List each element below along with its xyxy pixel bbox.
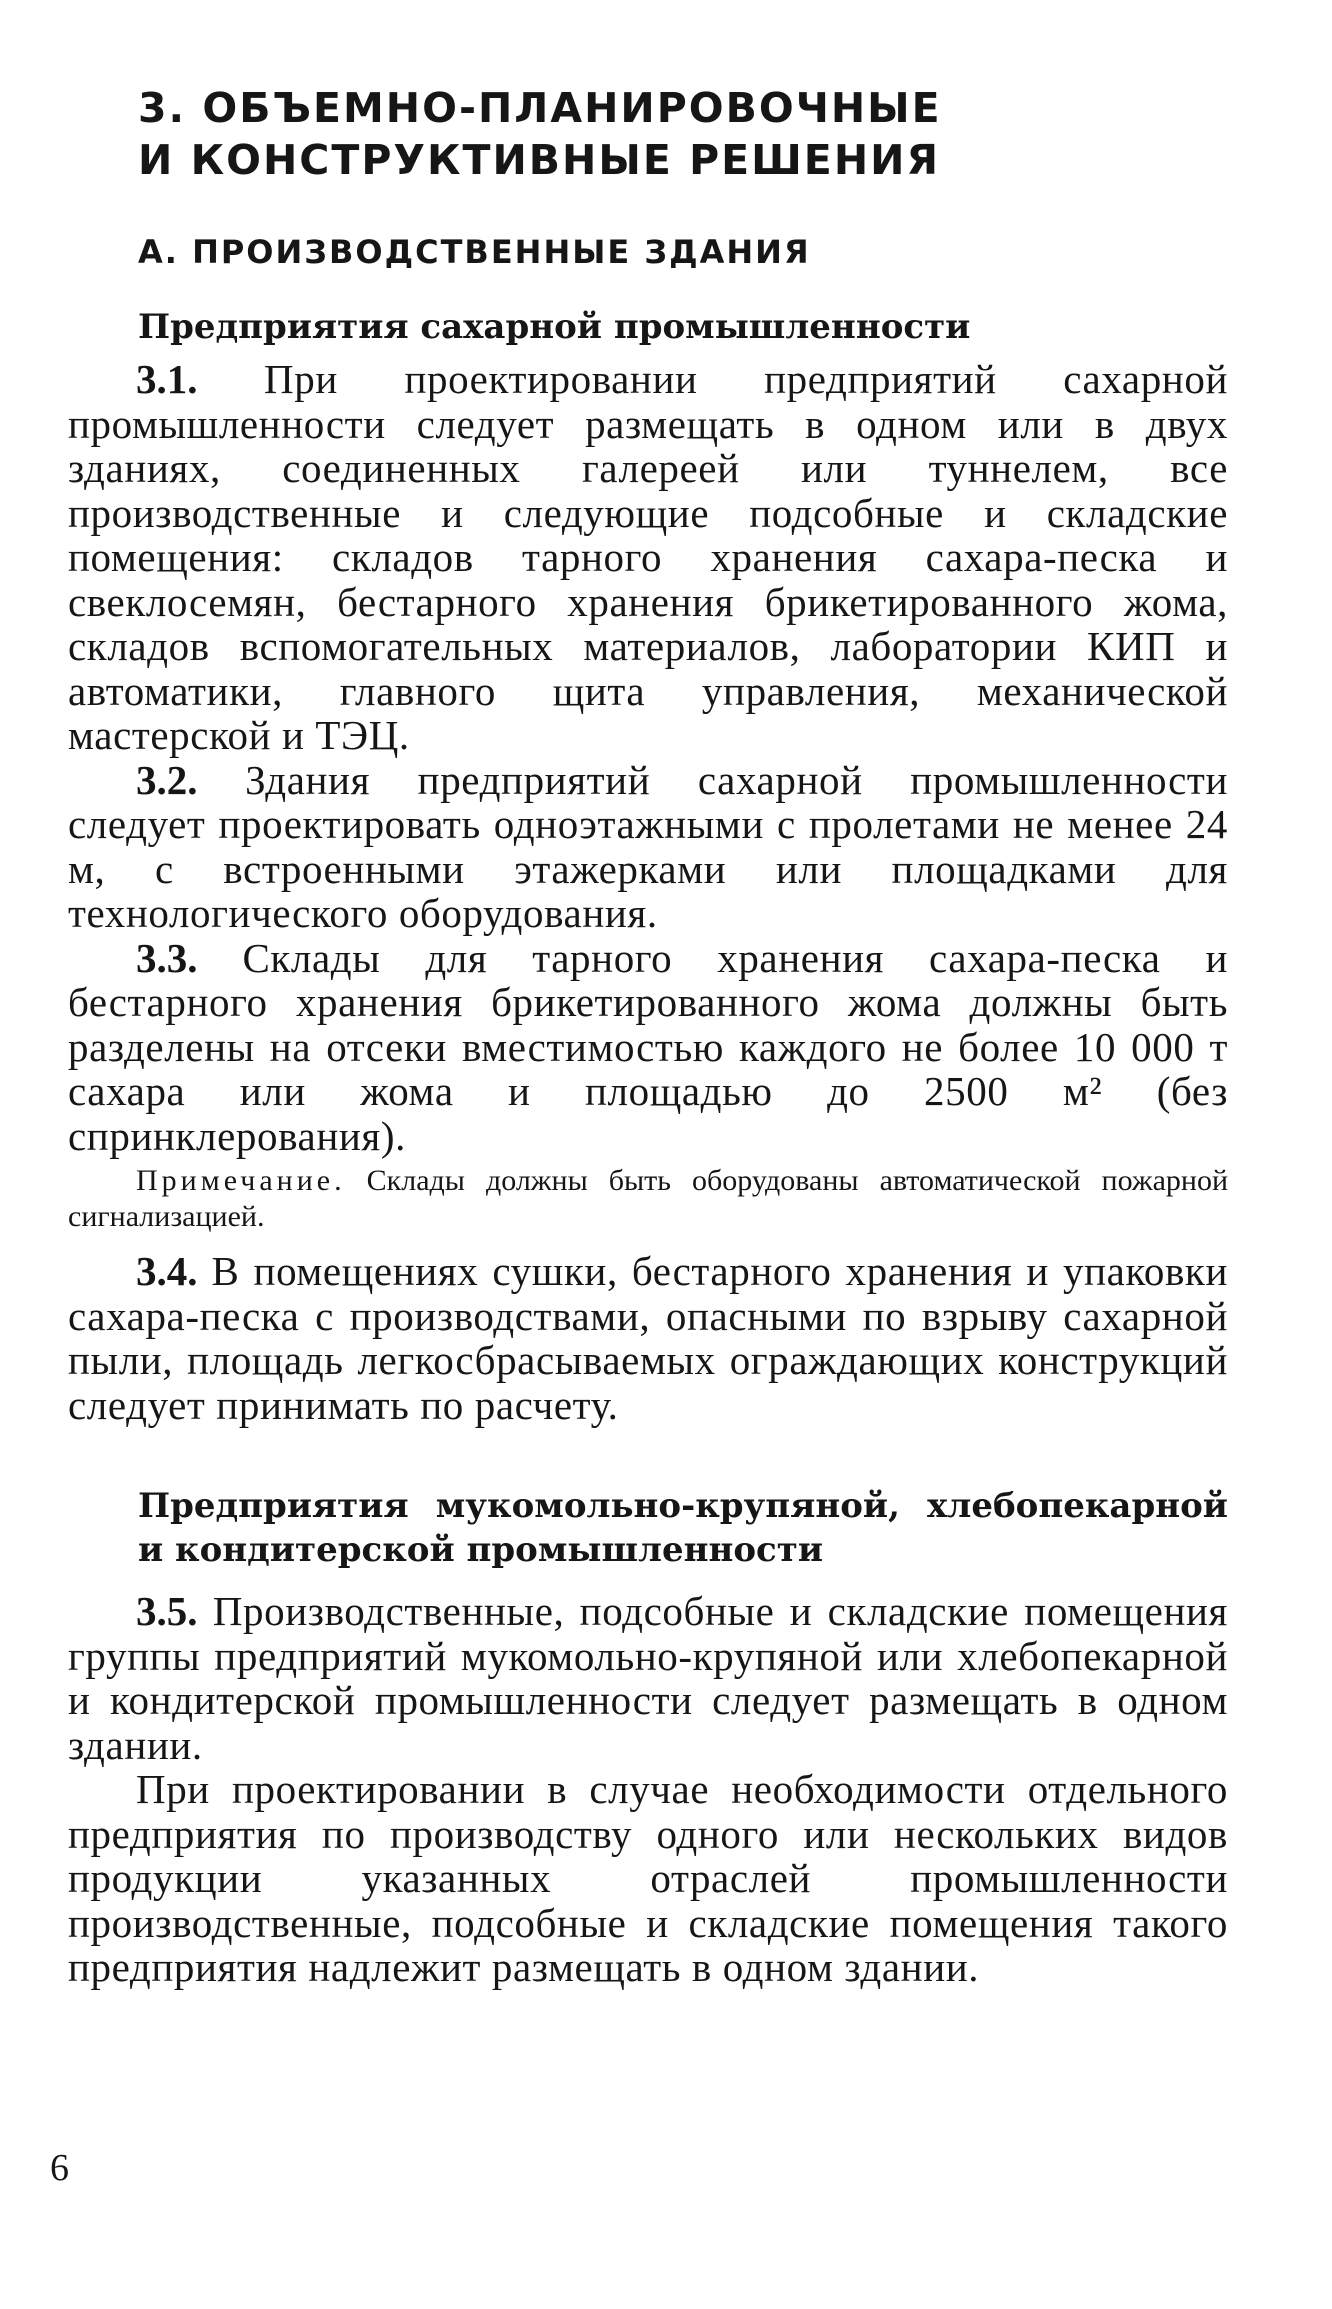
flour-heading-line-2: и кондитерской промышленности	[138, 1530, 824, 1570]
note-label: Примечание.	[136, 1164, 346, 1197]
page-number: 6	[50, 2147, 69, 2189]
flour-industry-heading	[138, 1484, 1228, 1572]
paragraph-3-4	[68, 1249, 1228, 1427]
paragraph-number: 3.4.	[136, 1248, 198, 1294]
sugar-paragraphs-a	[68, 357, 1228, 1158]
paragraph-text: Производственные, подсобные и складские помещения группы предприятий мукомольно-крупяной или хлебопекарной и кондитерской промышленности следует размещать в одном здании.	[68, 1588, 1228, 1768]
paragraph-text: В помещениях сушки, бестарного хранения и упаковки сахара-песка с производствами, опасными по взрыву сахарной пыли, площадь легкосбрасываемых ограждающих конструкций следует принимать по расчету.	[68, 1248, 1228, 1428]
chapter-title-line-1: 3. ОБЪЕМНО-ПЛАНИРОВОЧНЫЕ	[138, 84, 942, 132]
note-text: Склады должны быть оборудованы автоматической пожарной сигнализацией.	[68, 1164, 1228, 1233]
paragraph-3-5-continued: При проектировании в случае необходимости отдельного предприятия по производству одного или нескольких видов продукции указанных отраслей промышленности производственные, подсобные и складские помещения такого предприятия надлежит размещать в одном здании.	[68, 1766, 1228, 1990]
paragraph-number: 3.2.	[136, 756, 198, 803]
chapter-title-line-2: И КОНСТРУКТИВНЫЕ РЕШЕНИЯ	[138, 136, 941, 184]
note	[68, 1163, 1228, 1235]
sugar-paragraphs-b	[68, 1249, 1228, 1427]
paragraph-3-1	[68, 357, 1228, 758]
paragraph-number: 3.1.	[136, 356, 198, 402]
flour-heading-line-1: Предприятия мукомольно-крупяной, хлебопекарной	[138, 1486, 1228, 1526]
paragraph-text: Здания предприятий сахарной промышленности следует проектировать одноэтажными с пролетами не менее 24 м, с встроенными этажерками или площадками для технологического оборудования.	[68, 756, 1228, 936]
paragraph-3-5	[68, 1589, 1228, 1767]
paragraph-3-3	[68, 936, 1228, 1159]
section-title: А. ПРОИЗВОДСТВЕННЫЕ ЗДАНИЯ	[138, 233, 811, 271]
flour-paragraphs	[68, 1589, 1228, 1990]
paragraph-number: 3.5.	[136, 1588, 198, 1634]
chapter-title	[138, 82, 1138, 186]
paragraph-text: Склады для тарного хранения сахара-песка и бестарного хранения брикетированного жома должны быть разделены на отсеки вместимостью каждого не более 10 000 т сахара или жома и площадью до 2500 м² (без спринклерования).	[68, 934, 1228, 1159]
paragraph-text: При проектировании предприятий сахарной промышленности следует размещать в одном или в двух зданиях, соединенных галереей или туннелем, все производственные и следующие подсобные и складские помещения: складов тарного хранения сахара-песка и свеклосемян, бестарного хранения брикетированного жома, складов вспомогательных материалов, лаборатории КИП и автоматики, главного щита управления, механической мастерской и ТЭЦ.	[68, 356, 1228, 758]
sugar-industry-heading: Предприятия сахарной промышленности	[138, 307, 971, 347]
paragraph-3-2	[68, 758, 1228, 936]
paragraph-number: 3.3.	[136, 934, 198, 981]
